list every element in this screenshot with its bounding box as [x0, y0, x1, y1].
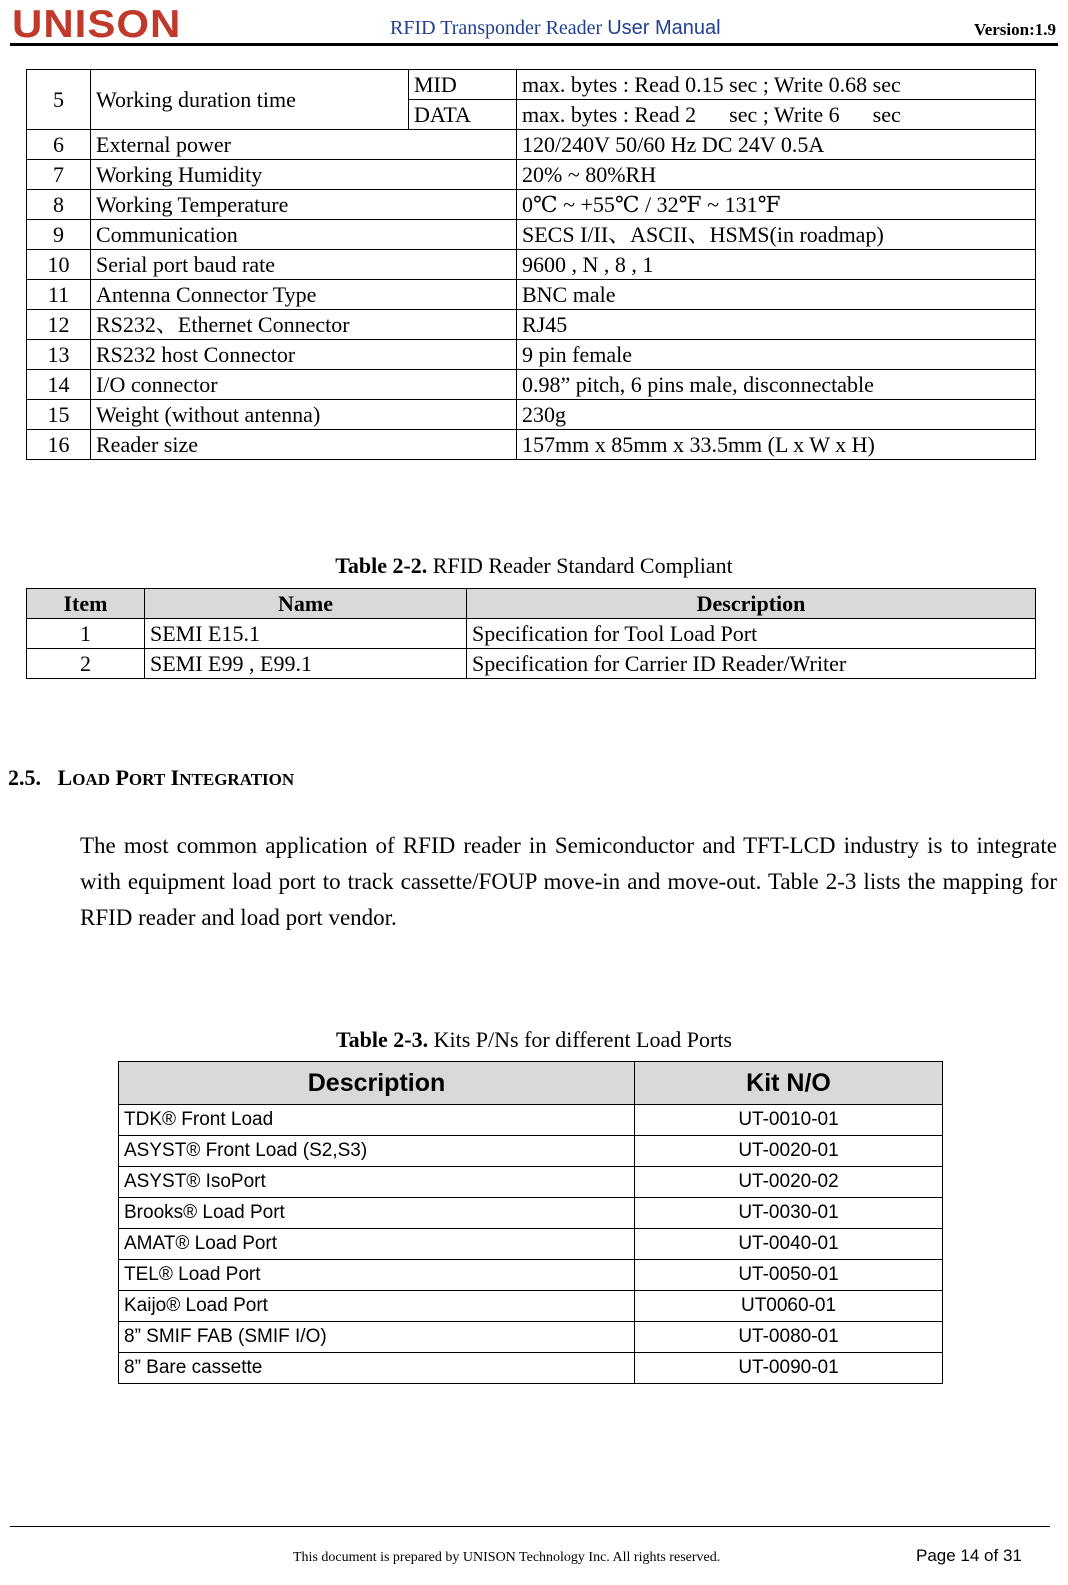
table-header-row — [119, 1062, 943, 1105]
footer-divider — [10, 1526, 1050, 1527]
sub-label: MID — [409, 70, 517, 100]
row-number: 9 — [27, 220, 91, 250]
row-value: 0.98” pitch, 6 pins male, disconnectable — [517, 370, 1036, 400]
table-2-3-caption — [0, 1027, 1068, 1053]
table-row — [27, 280, 1036, 310]
row-value: max. bytes : Read 2 sec ; Write 6 sec — [517, 100, 1036, 130]
row-number: 10 — [27, 250, 91, 280]
row-number: 14 — [27, 370, 91, 400]
kit-cell: UT0060-01 — [635, 1291, 943, 1322]
table-row — [119, 1353, 943, 1384]
row-value: RJ45 — [517, 310, 1036, 340]
table-row — [119, 1167, 943, 1198]
table-row — [27, 190, 1036, 220]
header-kit: Kit N/O — [635, 1062, 943, 1105]
row-value: 9 pin female — [517, 340, 1036, 370]
section-number: 2.5. — [8, 765, 41, 790]
row-name: Weight (without antenna) — [91, 400, 517, 430]
table-2-2-caption — [0, 553, 1068, 579]
table-row — [119, 1198, 943, 1229]
header-divider — [10, 43, 1058, 46]
row-value: max. bytes : Read 0.15 sec ; Write 0.68 sec — [517, 70, 1036, 100]
description-cell: Specification for Tool Load Port — [467, 619, 1036, 649]
row-number: 13 — [27, 340, 91, 370]
description-cell: 8” SMIF FAB (SMIF I/O) — [119, 1322, 635, 1353]
row-name: Reader size — [91, 430, 517, 460]
header-item: Item — [27, 589, 145, 619]
kit-cell: UT-0030-01 — [635, 1198, 943, 1229]
name-cell: SEMI E15.1 — [145, 619, 467, 649]
table-row — [119, 1291, 943, 1322]
row-number: 16 — [27, 430, 91, 460]
row-name: RS232、Ethernet Connector — [91, 310, 517, 340]
row-value: 9600 , N , 8 , 1 — [517, 250, 1036, 280]
row-value: 0℃ ~ +55℃ / 32℉ ~ 131℉ — [517, 190, 1036, 220]
description-cell: Kaijo® Load Port — [119, 1291, 635, 1322]
row-name: Working Humidity — [91, 160, 517, 190]
table-row — [27, 649, 1036, 679]
title-product: RFID Transponder Reader — [390, 17, 603, 39]
row-number: 11 — [27, 280, 91, 310]
table-row — [27, 430, 1036, 460]
kit-cell: UT-0080-01 — [635, 1322, 943, 1353]
item-cell: 2 — [27, 649, 145, 679]
sub-label: DATA — [409, 100, 517, 130]
description-cell: ASYST® IsoPort — [119, 1167, 635, 1198]
kit-cell: UT-0040-01 — [635, 1229, 943, 1260]
company-logo: UNISON — [12, 2, 182, 46]
table-row — [27, 220, 1036, 250]
caption-label: Table 2-2. — [335, 553, 428, 578]
table-row — [119, 1229, 943, 1260]
row-name: Antenna Connector Type — [91, 280, 517, 310]
item-cell: 1 — [27, 619, 145, 649]
description-cell: Specification for Carrier ID Reader/Writer — [467, 649, 1036, 679]
table-row — [27, 370, 1036, 400]
table-row — [27, 130, 1036, 160]
table-row — [27, 340, 1036, 370]
kit-cell: UT-0010-01 — [635, 1105, 943, 1136]
row-value: 120/240V 50/60 Hz DC 24V 0.5A — [517, 130, 1036, 160]
table-row — [27, 160, 1036, 190]
caption-label: Table 2-3. — [336, 1027, 429, 1052]
table-row — [27, 619, 1036, 649]
row-number: 8 — [27, 190, 91, 220]
footer-notice: This document is prepared by UNISON Technology Inc. All rights reserved. — [293, 1550, 721, 1565]
row-name: Working Temperature — [91, 190, 517, 220]
kit-cell: UT-0090-01 — [635, 1353, 943, 1384]
table-row — [27, 400, 1036, 430]
row-number: 15 — [27, 400, 91, 430]
table-row — [119, 1105, 943, 1136]
section-paragraph: The most common application of RFID reader in Semiconductor and TFT-LCD industry is to integrate with equipment load port to track cassette/FOUP move-in and move-out. Table 2-3 lists the mapping for RFID reader and load port vendor. — [80, 833, 1057, 930]
kit-cell: UT-0020-01 — [635, 1136, 943, 1167]
table-row — [119, 1260, 943, 1291]
page-number: Page 14 of 31 — [916, 1546, 1022, 1565]
row-name: RS232 host Connector — [91, 340, 517, 370]
section-title: LOAD PORT INTEGRATION — [57, 765, 295, 790]
table-row — [27, 250, 1036, 280]
row-number: 7 — [27, 160, 91, 190]
description-cell: TDK® Front Load — [119, 1105, 635, 1136]
caption-text: RFID Reader Standard Compliant — [427, 553, 733, 578]
row-number: 5 — [27, 70, 91, 130]
standards-table — [26, 588, 1036, 679]
kit-cell: UT-0050-01 — [635, 1260, 943, 1291]
row-value: 230g — [517, 400, 1036, 430]
row-value: SECS I/II、ASCII、HSMS(in roadmap) — [517, 220, 1036, 250]
spec-table — [26, 69, 1036, 460]
table-row — [27, 310, 1036, 340]
description-cell: AMAT® Load Port — [119, 1229, 635, 1260]
load-port-kits-table — [118, 1061, 943, 1384]
caption-text: Kits P/Ns for different Load Ports — [428, 1027, 732, 1052]
header-description: Description — [467, 589, 1036, 619]
row-number: 12 — [27, 310, 91, 340]
document-title — [390, 17, 721, 40]
row-name: I/O connector — [91, 370, 517, 400]
title-manual: User Manual — [607, 17, 721, 39]
row-name: Serial port baud rate — [91, 250, 517, 280]
row-name: External power — [91, 130, 517, 160]
header-name: Name — [145, 589, 467, 619]
row-number: 6 — [27, 130, 91, 160]
version-label: Version:1.9 — [973, 20, 1056, 39]
table-row — [27, 70, 1036, 100]
row-value: BNC male — [517, 280, 1036, 310]
header-description: Description — [119, 1062, 635, 1105]
name-cell: SEMI E99 , E99.1 — [145, 649, 467, 679]
table-row — [119, 1136, 943, 1167]
row-name: Working duration time — [91, 70, 409, 130]
description-cell: ASYST® Front Load (S2,S3) — [119, 1136, 635, 1167]
row-value: 20% ~ 80%RH — [517, 160, 1036, 190]
section-heading — [8, 765, 294, 791]
description-cell: 8” Bare cassette — [119, 1353, 635, 1384]
kit-cell: UT-0020-02 — [635, 1167, 943, 1198]
table-row — [119, 1322, 943, 1353]
row-value: 157mm x 85mm x 33.5mm (L x W x H) — [517, 430, 1036, 460]
description-cell: Brooks® Load Port — [119, 1198, 635, 1229]
table-header-row — [27, 589, 1036, 619]
row-name: Communication — [91, 220, 517, 250]
description-cell: TEL® Load Port — [119, 1260, 635, 1291]
